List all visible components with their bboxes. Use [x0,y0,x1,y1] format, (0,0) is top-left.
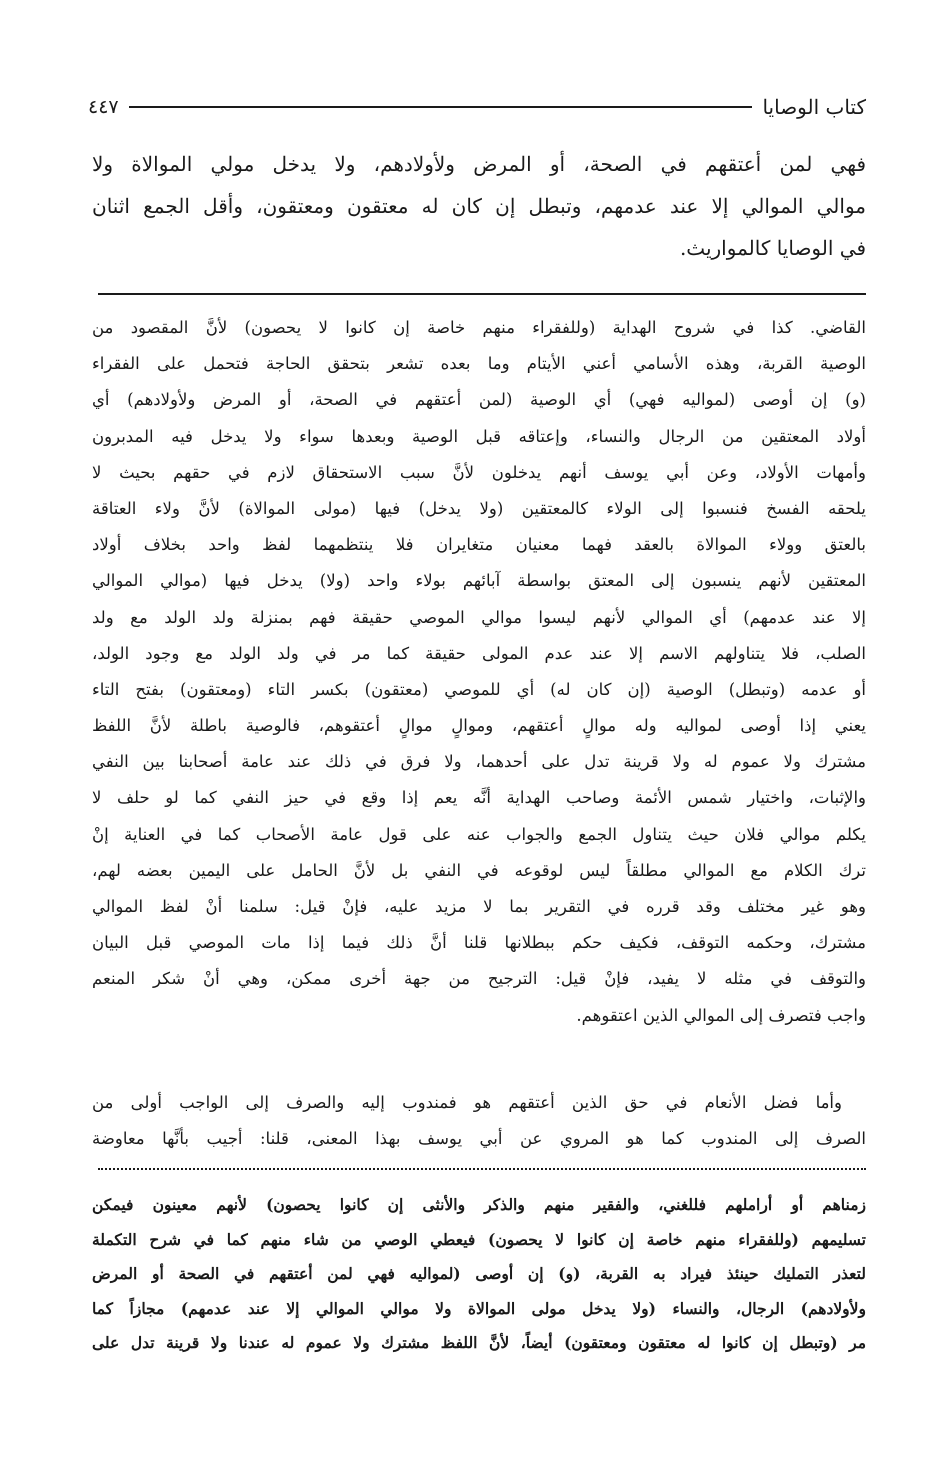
commentary-line: وأمهات الأولاد، وعن أبي يوسف أنهم يدخلون لأنَّ سبب الاستحقاق لازم في حقهم بحيث لا [92,462,866,482]
commentary-line: مشترك ولا عموم له ولا قرينة تدل على أحدهما، ولا فرق في ذلك عند عامة أصحابنا بين النفي [92,752,866,772]
commentary-line: يكلم موالي فلان حيث يتناول الجمع والجواب عنه على قول عامة الأصحاب كما في العناية إنْ [92,824,866,844]
page-header [88,92,866,122]
header-rule [129,106,753,108]
footnote-divider [98,1168,866,1170]
commentary-line: القاضي. كذا في شروح الهداية (وللفقراء منهم خاصة إن كانوا لا يحصون) لأنَّ المقصود من [92,318,866,337]
footnote-line: مر (وتبطل إن كانوا له معتقون ومعتقون) أيضاً، لأنَّ اللفظ مشترك ولا عموم له عندنا ولا قرينة تدل على [92,1333,866,1353]
commentary-line: يلحقه الفسخ فنسبوا إلى الولاء كالمعتقين (ولا يدخل) فيها (مولى الموالاة) لأنَّ ولاء العتاقة [92,498,866,518]
main-text-line: موالي الموالي إلا عند عدمهم، وتبطل إن كان له معتقون ومعتقون، وأقل الجمع اثنان [92,194,866,218]
commentary-line: المعتقين لأنهم ينسبون إلى المعتق بواسطة آبائهم بولاء واحد (ولا) يدخل فيها (موالي الموالي [92,571,866,591]
commentary-line: (و) إن أوصى (لمواليه فهي) أي الوصية (لمن أعتقهم في الصحة، أو المرض ولأولادهم) أي [92,390,866,410]
commentary-line: أو عدمه (وتبطل) الوصية (إن كان له) أي للموصي (معتقون) بكسر التاء (ومعتقون) بفتح التاء [92,679,866,699]
commentary-line: والإثبات، واختيار شمس الأئمة وصاحب الهداية أنَّه يعم إذا وقع في حيز النفي كما لو حلف لا [92,788,866,808]
commentary-line: أولاد المعتقين من الرجال والنساء، وإعتاقه قبل الوصية وبعدها سواء ولا يدخل فيه المدبرون [92,426,866,446]
commentary-line: ترك الكلام مع الموالي مطلقاً ليس لوقوعه في النفي بل لأنَّ الحامل على اليمين بعضه لهم، [92,860,866,880]
commentary-line: وأما فضل الأنعام في حق الذين أعتقهم هو فمندوب إليه والصرف إلى الواجب أولى من [92,1093,842,1112]
commentary [92,310,866,1034]
header-title: كتاب الوصايا [762,95,866,119]
commentary-line: يعني إذا أوصى لمواليه وله موالٍ أعتقهم، وموالٍ موالٍ أعتقوهم، فالوصية باطلة لأنَّ اللفظ [92,716,866,736]
commentary-line: إلا عند عدمهم) أي الموالي لأنهم ليسوا موالي الموصي حقيقة فهم بمنزلة ولد الولد مع ولد [92,607,866,627]
commentary-line: واجب فتصرف إلى الموالي الذين اعتقوهم. [576,1005,866,1025]
footnote-line: تسليمهم (وللفقراء منهم خاصة إن كانوا لا يحصون) فيعطي الوصي من شاء منهم كما في شرح التكملة [92,1229,866,1249]
commentary-line: الصلب، فلا يتناولهم الاسم إلا عند عدم المولى حقيقة كما مر في ولد الولد مع وجود الولد، [92,643,866,663]
page-number: ٤٤٧ [88,96,119,118]
commentary-line: بالعتق وولاء الموالاة بالعقد فهما معنيان متغايران فلا ينتظمهما لفظ واحد بخلاف أولاد [92,535,866,555]
main-text-line: فهي لمن أعتقهم في الصحة، أو المرض ولأولادهم، ولا يدخل مولي الموالاة ولا [92,152,866,176]
commentary-continued [92,1085,866,1157]
footnote-line: ولأولادهم) الرجال، والنساء (ولا يدخل مولى الموالاة ولا موالي الموالي إلا عند عدمهم) مجازاً كما [92,1298,866,1318]
commentary-line: الصرف إلى المندوب كما هو المروي عن أبي يوسف بهذا المعنى، قلنا: أجيب بأنَّها معاوضة [92,1129,866,1149]
section-divider [98,293,866,295]
commentary-line: مشترك، وحكمه التوقف، فكيف حكم ببطلانها قلنا أنَّ ذلك فيما إذا مات الموصي قبل البيان [92,933,866,953]
main-text-line: في الوصايا كالمواريث. [679,236,866,260]
commentary-line: وهو غير مختلف وقد قرره في التقرير بما لا مزيد عليه، فإنْ قيل: سلمنا أنْ لفظ الموالي [92,897,866,916]
footnote-line: زمناهم أو أراملهم فللغني، والفقير منهم والذكر والأنثى إن كانوا يحصون) لأنهم معينون فيمكن [92,1195,866,1214]
commentary-line: والتوقف في مثله لا يفيد، فإنْ قيل: الترجيح من جهة أخرى ممكن، وهي أنْ شكر المنعم [92,969,866,989]
footnote [92,1188,866,1361]
commentary-line: الوصية القربة، وهذه الأسامي أعني الأيتام وما بعده تشعر بتحقق الحاجة فتحمل على الفقراء [92,354,866,374]
main-text [92,143,866,269]
footnote-line: لتعذر التمليك حينئذ فيراد به القربة، (و) إن أوصى (لمواليه فهي لمن أعتقهم في الصحة أو المرض [92,1264,866,1284]
